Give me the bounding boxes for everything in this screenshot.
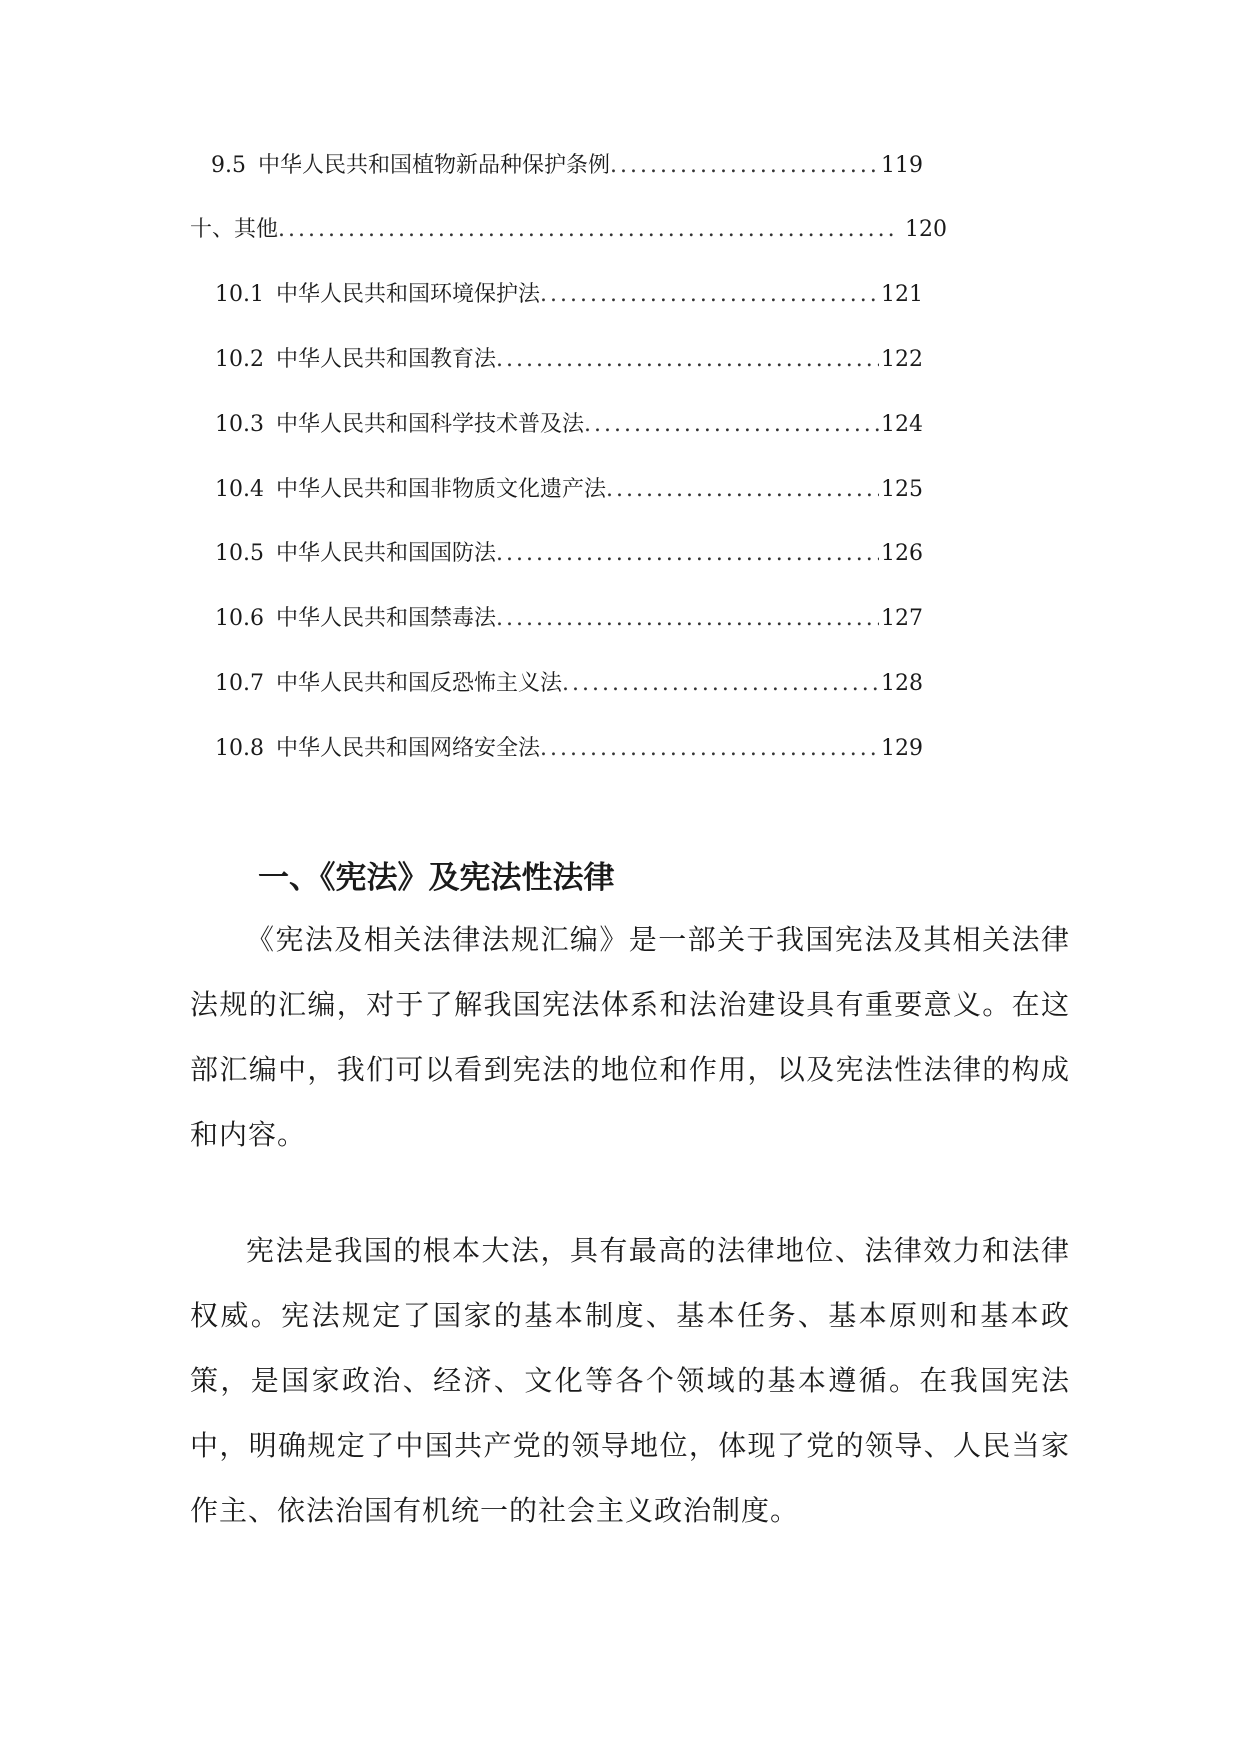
toc-entry-number: 10.7	[215, 671, 264, 696]
toc-entry-page: 119	[881, 153, 923, 178]
toc-entry[interactable]	[215, 345, 923, 375]
toc-entry-number: 10.1	[215, 282, 264, 307]
toc-entry-title: 中华人民共和国教育法	[275, 347, 496, 372]
toc-entry-title: 中华人民共和国网络安全法	[275, 736, 540, 761]
toc-entry-number: 9.5	[211, 153, 246, 178]
toc-leader-dots	[496, 345, 879, 375]
toc-entry-page: 121	[881, 282, 923, 307]
toc-entry-title: 中华人民共和国环境保护法	[275, 282, 540, 307]
toc-leader-dots	[584, 410, 879, 440]
toc-entry[interactable]	[211, 151, 923, 181]
toc-entry[interactable]	[215, 669, 923, 699]
toc-entry[interactable]	[190, 215, 947, 245]
toc-entry-title: 中华人民共和国非物质文化遗产法	[275, 477, 606, 502]
toc-entry-number: 10.3	[215, 412, 264, 437]
toc-leader-dots	[562, 669, 879, 699]
toc-entry[interactable]	[215, 734, 923, 764]
toc-leader-dots	[278, 215, 897, 245]
toc-entry-title: 其他	[234, 217, 279, 242]
toc-entry-page: 126	[881, 541, 923, 566]
toc-entry-number: 10.2	[215, 347, 264, 372]
toc-entry-title: 中华人民共和国植物新品种保护条例	[258, 153, 611, 178]
toc-entry-page: 127	[881, 606, 923, 631]
toc-leader-dots	[606, 475, 879, 505]
toc-entry-page: 125	[881, 477, 923, 502]
toc-entry-number: 十、	[190, 217, 235, 242]
toc-entry-title: 中华人民共和国国防法	[275, 541, 496, 566]
toc-entry[interactable]	[215, 280, 923, 310]
toc-entry-number: 10.5	[215, 541, 264, 566]
toc-entry-title: 中华人民共和国反恐怖主义法	[275, 671, 562, 696]
toc-entry-number: 10.6	[215, 606, 264, 631]
toc-entry-page: 122	[881, 347, 923, 372]
toc-entry-page: 129	[881, 736, 923, 761]
body-paragraph: 《宪法及相关法律法规汇编》是一部关于我国宪法及其相关法律法规的汇编，对于了解我国宪法体系和法治建设具有重要意义。在这部汇编中，我们可以看到宪法的地位和作用，以及宪法性法律的构成和内容。	[190, 923, 1070, 1151]
toc-entry[interactable]	[215, 604, 923, 634]
toc-entry-number: 10.8	[215, 736, 264, 761]
toc-entry-page: 124	[881, 412, 923, 437]
toc-entry-title: 中华人民共和国禁毒法	[275, 606, 496, 631]
toc-entry-title: 中华人民共和国科学技术普及法	[275, 412, 584, 437]
toc-leader-dots	[496, 604, 879, 634]
toc-entry-page: 128	[881, 671, 923, 696]
toc-entry-number: 10.4	[215, 477, 264, 502]
toc-entry[interactable]	[215, 410, 923, 440]
toc-leader-dots	[540, 280, 879, 310]
toc-entry[interactable]	[215, 475, 923, 505]
section-heading: 一、《宪法》及宪法性法律	[258, 859, 615, 896]
toc-entry[interactable]	[215, 539, 923, 569]
body-paragraph: 宪法是我国的根本大法，具有最高的法律地位、法律效力和法律权威。宪法规定了国家的基本制度、基本任务、基本原则和基本政策，是国家政治、经济、文化等各个领域的基本遵循。在我国宪法中，明确规定了中国共产党的领导地位，体现了党的领导、人民当家作主、依法治国有机统一的社会主义政治制度。	[190, 1234, 1070, 1527]
toc-leader-dots	[610, 151, 879, 181]
toc-entry-page: 120	[905, 217, 947, 242]
toc-leader-dots	[496, 539, 879, 569]
toc-leader-dots	[540, 734, 879, 764]
